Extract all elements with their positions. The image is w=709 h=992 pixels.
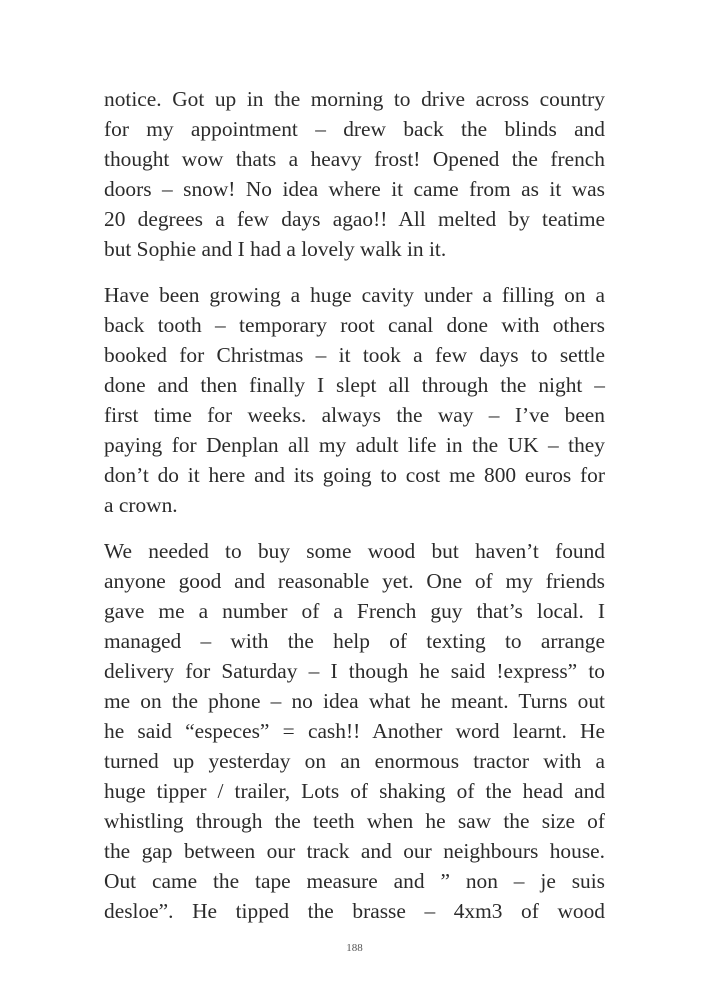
text-line: booked for Christmas – it took a few days to settle — [104, 343, 605, 367]
text-line: the gap between our track and our neighbours house. — [104, 839, 605, 863]
paragraph-3 — [104, 536, 605, 926]
paragraph-2 — [104, 280, 605, 520]
text-line: delivery for Saturday – I though he said !express” to — [104, 659, 605, 683]
text-line: don’t do it here and its going to cost me 800 euros for — [104, 463, 605, 487]
text-line: turned up yesterday on an enormous tractor with a — [104, 749, 605, 773]
body-text — [104, 84, 605, 942]
text-line: done and then finally I slept all through the night – — [104, 373, 605, 397]
text-line: gave me a number of a French guy that’s local. I — [104, 599, 605, 623]
text-line: he said “especes” = cash!! Another word learnt. He — [104, 719, 605, 743]
paragraph-1 — [104, 84, 605, 264]
text-line: managed – with the help of texting to arrange — [104, 629, 605, 653]
text-line: desloe”. He tipped the brasse – 4xm3 of wood — [104, 899, 605, 923]
text-line: paying for Denplan all my adult life in the UK – they — [104, 433, 605, 457]
text-line: anyone good and reasonable yet. One of my friends — [104, 569, 605, 593]
text-line: huge tipper / trailer, Lots of shaking of the head and — [104, 779, 605, 803]
text-line: me on the phone – no idea what he meant. Turns out — [104, 689, 605, 713]
text-line: 20 degrees a few days agao!! All melted by teatime — [104, 207, 605, 231]
text-line: thought wow thats a heavy frost! Opened the french — [104, 147, 605, 171]
text-line: We needed to buy some wood but haven’t found — [104, 539, 605, 563]
text-line: whistling through the teeth when he saw the size of — [104, 809, 605, 833]
text-line: a crown. — [104, 493, 178, 517]
text-line: Out came the tape measure and ” non – je suis — [104, 869, 605, 893]
text-line: doors – snow! No idea where it came from as it was — [104, 177, 605, 201]
text-line: Have been growing a huge cavity under a filling on a — [104, 283, 605, 307]
text-line: first time for weeks. always the way – I’ve been — [104, 403, 605, 427]
text-line: notice. Got up in the morning to drive across country — [104, 87, 605, 111]
page-number: 188 — [346, 942, 363, 954]
text-line: for my appointment – drew back the blinds and — [104, 117, 605, 141]
text-line: back tooth – temporary root canal done with others — [104, 313, 605, 337]
text-line: but Sophie and I had a lovely walk in it. — [104, 237, 447, 261]
